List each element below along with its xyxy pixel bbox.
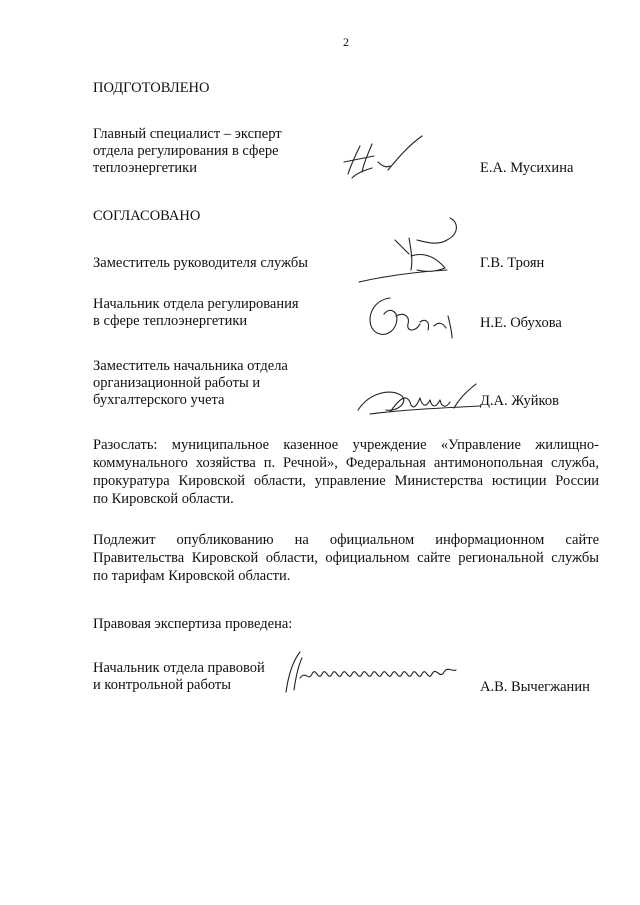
- agreed-heading: СОГЛАСОВАНО: [93, 208, 201, 224]
- position-line: Начальник отдела регулирования: [93, 296, 299, 312]
- position-line: и контрольной работы: [93, 677, 231, 693]
- publication-line: Правительства Кировской области, официальном сайте региональной службы: [93, 550, 599, 566]
- distribution-line: по Кировской области.: [93, 491, 234, 507]
- position-line: Заместитель начальника отдела: [93, 358, 288, 374]
- prepared-heading: ПОДГОТОВЛЕНО: [93, 80, 210, 96]
- position-line: бухгалтерского учета: [93, 392, 225, 408]
- position-line: теплоэнергетики: [93, 160, 197, 176]
- distribution-paragraph: [93, 436, 599, 508]
- legal-review-text: Правовая экспертиза проведена:: [93, 616, 293, 632]
- signatory-zhuykov-position: [93, 358, 288, 409]
- prepared-position: [93, 126, 282, 177]
- signature-troyan: [355, 210, 480, 290]
- position-line: Начальник отдела правовой: [93, 660, 265, 676]
- distribution-line: Разослать: муниципальное казенное учреждение «Управление жилищно-: [93, 437, 599, 453]
- position-line: Заместитель руководителя службы: [93, 255, 309, 271]
- legal-review-position: [93, 660, 265, 694]
- signature-vychegzhanin: [278, 648, 463, 696]
- publication-line: по тарифам Кировской области.: [93, 568, 291, 584]
- signatory-obukhova-name: Н.Е. Обухова: [480, 315, 562, 331]
- position-line: отдела регулирования в сфере: [93, 143, 279, 159]
- position-line: Главный специалист – эксперт: [93, 126, 282, 142]
- prepared-name: Е.А. Мусихина: [480, 160, 574, 176]
- signatory-zhuykov-name: Д.А. Жуйков: [480, 393, 559, 409]
- signature-obukhova: [360, 292, 460, 342]
- position-line: организационной работы и: [93, 375, 261, 391]
- signature-musikhina: [338, 132, 428, 184]
- publication-paragraph: [93, 531, 599, 585]
- legal-review-name: А.В. Вычегжанин: [480, 679, 590, 695]
- signatory-troyan-position: [93, 255, 308, 272]
- distribution-line: прокуратура Кировской области, управление Министерства юстиции России: [93, 473, 599, 489]
- signature-zhuykov: [350, 378, 490, 422]
- signatory-troyan-name: Г.В. Троян: [480, 255, 545, 271]
- publication-line: Подлежит опубликованию на официальном информационном сайте: [93, 532, 599, 548]
- distribution-line: коммунального хозяйства п. Речной», Федеральная антимонопольная служба,: [93, 455, 599, 471]
- signatory-obukhova-position: [93, 296, 299, 330]
- page-number: 2: [343, 35, 349, 49]
- position-line: в сфере теплоэнергетики: [93, 313, 248, 329]
